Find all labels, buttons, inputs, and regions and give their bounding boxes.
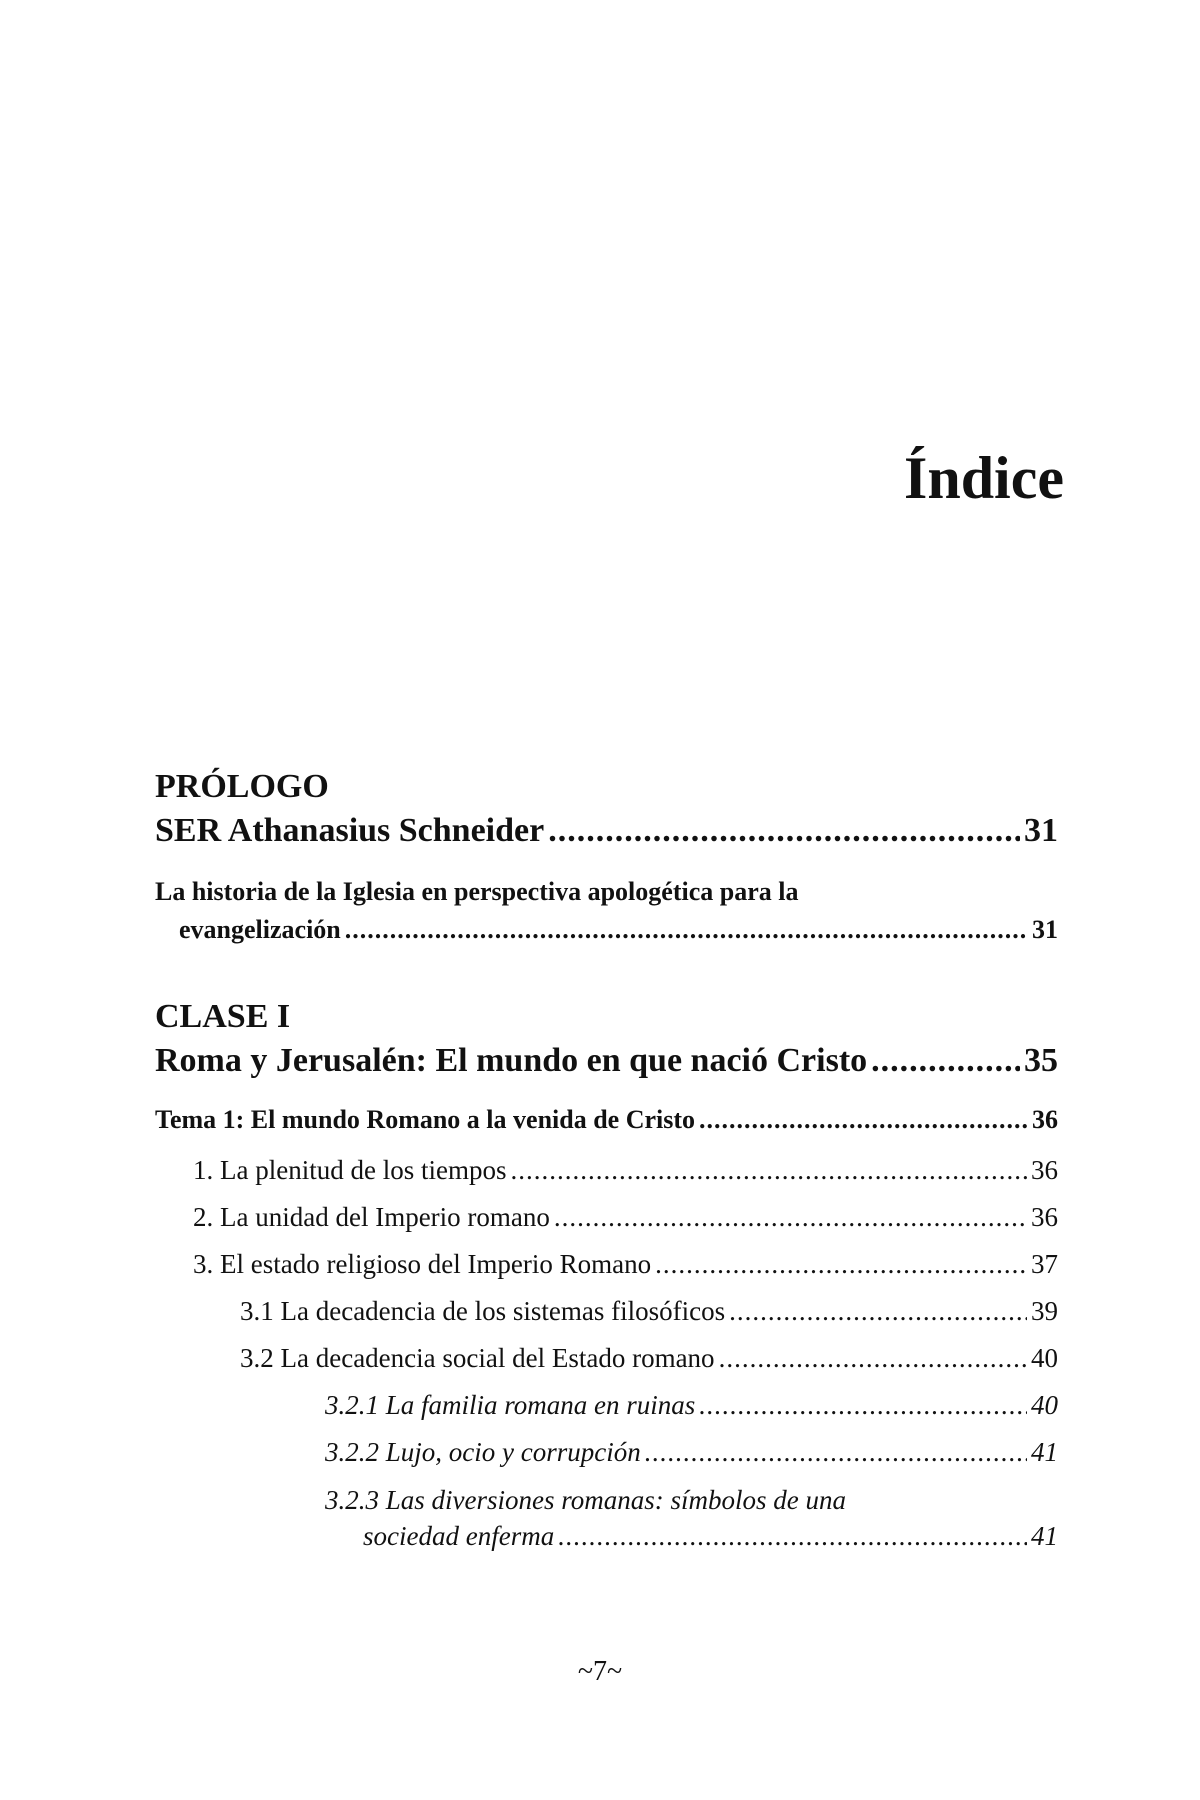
toc-entry-prologo-sub[interactable] <box>155 873 1058 949</box>
toc-page-number: 36 <box>1031 1155 1058 1185</box>
toc-entry-text: Tema 1: El mundo Romano a la venida de Cristo <box>155 1105 696 1134</box>
toc-entry-item-1[interactable] <box>155 1147 1058 1194</box>
toc-entry-text-line2: evangelización <box>179 915 341 944</box>
dot-leader <box>699 1382 1027 1429</box>
toc-entry-text: 3.1 La decadencia de los sistemas filosóficos <box>240 1296 726 1326</box>
toc-entry-text-line2: sociedad enferma <box>363 1521 555 1551</box>
dot-leader <box>871 1039 1020 1083</box>
dot-leader <box>345 911 1028 949</box>
toc-page-number: 36 <box>1031 1202 1058 1232</box>
prologo-label: PRÓLOGO <box>155 768 329 805</box>
toc-entry-item-2[interactable] <box>155 1194 1058 1241</box>
toc-page-number: 36 <box>1032 1105 1058 1134</box>
toc-entry-text: 3.2.2 Lujo, ocio y corrupción <box>325 1437 641 1467</box>
page-number: ~7~ <box>577 1656 623 1687</box>
dot-leader <box>558 1518 1027 1554</box>
toc-page-number: 31 <box>1024 812 1058 849</box>
toc-entry-text: 1. La plenitud de los tiempos <box>193 1155 507 1185</box>
toc-entry-prologo-author[interactable] <box>155 809 1058 853</box>
toc-entry-clase-1[interactable] <box>155 1039 1058 1083</box>
dot-leader <box>729 1288 1027 1335</box>
table-of-contents <box>155 765 1058 1554</box>
toc-page-number: 31 <box>1032 915 1058 944</box>
toc-entry-text: 2. La unidad del Imperio romano <box>193 1202 550 1232</box>
toc-entry-text-line1: La historia de la Iglesia en perspectiva apologética para la <box>155 877 799 906</box>
toc-entry-text: 3.2.1 La familia romana en ruinas <box>325 1390 696 1420</box>
dot-leader <box>510 1147 1027 1194</box>
toc-page-number: 39 <box>1031 1296 1058 1326</box>
toc-page-number: 41 <box>1031 1437 1058 1467</box>
toc-entry-item-3[interactable] <box>155 1241 1058 1288</box>
dot-leader <box>645 1429 1027 1476</box>
clase-1-label: CLASE I <box>155 998 291 1035</box>
toc-entry-text: 3.2 La decadencia social del Estado romano <box>240 1343 715 1373</box>
toc-entry-item-3-2-3[interactable] <box>155 1482 1058 1554</box>
toc-page-number: 40 <box>1031 1343 1058 1373</box>
page-title: Índice <box>903 445 1064 511</box>
toc-entry-item-3-2[interactable] <box>155 1335 1058 1382</box>
toc-entry-text: Roma y Jerusalén: El mundo en que nació Cristo <box>155 1042 868 1079</box>
toc-page-number: 35 <box>1024 1042 1058 1079</box>
toc-entry-item-3-2-2[interactable] <box>155 1429 1058 1476</box>
toc-page-number: 41 <box>1031 1521 1058 1551</box>
toc-entry-item-3-2-1[interactable] <box>155 1382 1058 1429</box>
dot-leader <box>719 1335 1027 1382</box>
dot-leader <box>548 809 1020 853</box>
toc-entry-text: SER Athanasius Schneider <box>155 812 545 849</box>
toc-page-number: 37 <box>1031 1249 1058 1279</box>
toc-entry-item-3-1[interactable] <box>155 1288 1058 1335</box>
toc-entry-text: 3. El estado religioso del Imperio Romano <box>193 1249 652 1279</box>
toc-entry-tema-1[interactable] <box>155 1101 1058 1139</box>
dot-leader <box>554 1194 1027 1241</box>
toc-page-number: 40 <box>1031 1390 1058 1420</box>
dot-leader <box>699 1101 1028 1139</box>
dot-leader <box>655 1241 1027 1288</box>
toc-entry-text-line1: 3.2.3 Las diversiones romanas: símbolos de una <box>325 1485 847 1515</box>
